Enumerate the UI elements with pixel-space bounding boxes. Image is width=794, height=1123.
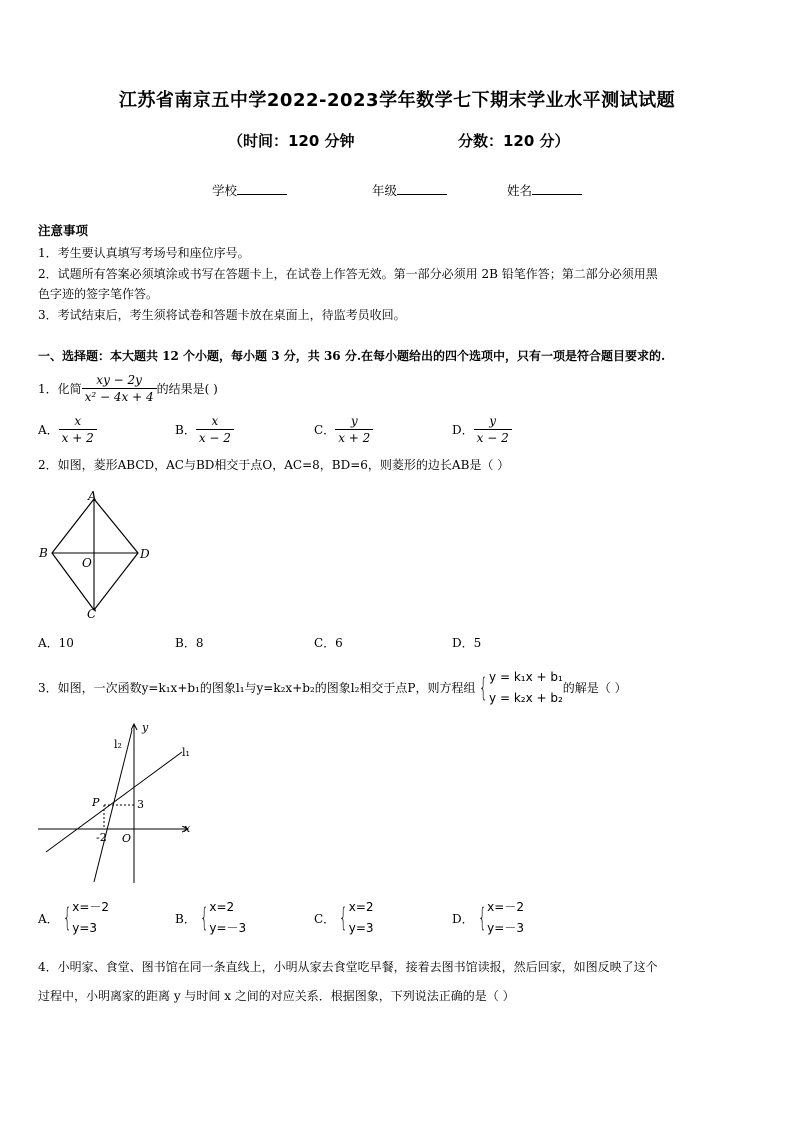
q1-denominator: x² − 4x + 4 [82,388,157,405]
section-heading: 一、选择题：本大题共 12 个小题，每小题 3 分，共 36 分.在每小题给出的四个选项中，只有一项是符合题目要求的. [38,349,666,363]
y-axis-label: y [142,721,149,734]
option-numerator: y [489,414,497,428]
brace-icon: { [339,903,348,933]
option-numerator: x [211,414,219,428]
option-fraction [59,413,97,446]
label-c: C [87,607,97,621]
label-o: O [122,832,132,845]
q2-option-d[interactable]: D．5 [452,636,482,650]
question-4-line2: 过程中，小明离家的距离 y 与时间 x 之间的对应关系．根据图象，下列说法正确的是（ ） [38,989,515,1003]
option-fraction [474,413,512,446]
option-denominator: x + 2 [335,429,373,446]
q3-eq1: y = k₁x + b₁ [489,670,563,684]
brace-icon: { [477,903,487,933]
option-label: A． [38,423,59,437]
school-label: 学校 [212,183,238,198]
question-3 [38,667,627,709]
grade-field [372,181,447,199]
option-line: x=－2 [72,900,110,914]
grade-blank [397,182,447,195]
label-three: 3 [137,798,144,811]
rhombus-shape [52,499,138,610]
q3-option-a[interactable] [38,897,109,939]
line-l2 [94,730,132,882]
school-field [212,181,287,199]
q3-suffix: 的解是（ ） [562,681,627,695]
note-item: 3．考试结束后，考生须将试卷和答题卡放在桌面上，待监考员收回。 [38,308,406,322]
option-line: y=3 [72,921,98,935]
q3-option-c[interactable] [314,897,374,939]
line-graph-figure [34,718,194,886]
grade-label: 年级 [372,183,398,198]
option-line: x=2 [209,900,235,914]
q1-numerator: xy − 2y [96,373,142,387]
option-line: y=3 [348,921,374,935]
q2-option-a[interactable]: A．10 [38,636,74,650]
label-a: A [88,489,97,503]
label-b: B [39,546,48,560]
question-2: 2．如图，菱形ABCD，AC与BD相交于点O，AC=8，BD=6，则菱形的边长AB是（ ） [38,458,510,472]
option-label: B． [175,911,196,926]
school-blank [237,182,287,195]
note-item: 2．试题所有答案必须填涂或书写在答题卡上，在试卷上作答无效。第一部分必须用 2B 铅笔作答；第二部分必须用黑 [38,267,658,281]
question-4-line1: 4．小明家、食堂、图书馆在同一条直线上，小明从家去食堂吃早餐，接着去图书馆读报，然后回家，如图反映了这个 [38,960,658,974]
q3-option-b[interactable] [175,897,246,939]
option-denominator: x − 2 [196,429,234,446]
q1-option-d[interactable] [452,413,512,446]
exam-score: 分数：120 分） [458,132,570,150]
q1-option-a[interactable] [38,413,97,446]
option-fraction [335,413,373,446]
option-fraction [196,413,234,446]
brace-icon: { [199,903,209,933]
label-o: O [82,556,92,570]
option-line: x=2 [348,900,374,914]
label-neg2: -2 [96,831,107,844]
q3-eq2: y = k₂x + b₂ [489,691,563,705]
brace-icon: { [479,673,488,703]
label-p: P [92,796,100,809]
q2-option-b[interactable]: B．8 [175,636,204,650]
q3-system [475,667,562,709]
x-axis-label: x [184,822,191,835]
q1-prefix: 1．化简 [38,381,82,396]
option-numerator: y [350,414,358,428]
exam-time: （时间：120 分钟 [228,132,355,150]
note-item: 色字迹的签字笔作答。 [38,287,159,301]
option-label: B． [175,423,196,437]
note-item: 1．考生要认真填写考场号和座位序号。 [38,246,250,260]
option-denominator: x + 2 [59,429,97,446]
label-l2: l₂ [114,738,122,751]
option-label: A． [38,911,59,926]
option-line: x=－2 [487,900,524,914]
option-label: C． [314,423,336,437]
rhombus-figure [36,488,156,623]
q1-option-b[interactable] [175,413,234,446]
option-line: y=－3 [487,921,524,935]
q3-text: 3．如图，一次函数y=k₁x+b₁的图象l₁与y=k₂x+b₂的图象l₂相交于点P，则方程组 [38,681,476,695]
option-denominator: x − 2 [474,429,512,446]
option-label: D． [452,911,474,926]
q2-option-c[interactable]: C．6 [314,636,343,650]
page-title: 江苏省南京五中学2022-2023学年数学七下期末学业水平测试试题 [118,90,676,111]
label-d: D [140,547,150,561]
option-label: D． [452,423,474,437]
q3-option-d[interactable] [452,897,524,939]
q1-option-c[interactable] [314,413,373,446]
notes-heading: 注意事项 [38,223,89,238]
option-label: C． [314,911,336,926]
question-1 [38,372,218,405]
name-label: 姓名 [507,183,533,198]
brace-icon: { [62,903,72,933]
option-numerator: x [74,414,82,428]
q1-fraction [82,372,157,405]
name-blank [532,182,582,195]
name-field [507,181,582,199]
option-line: y=－3 [209,921,247,935]
label-l1: l₁ [182,746,190,759]
q1-suffix: 的结果是( ) [156,381,218,396]
